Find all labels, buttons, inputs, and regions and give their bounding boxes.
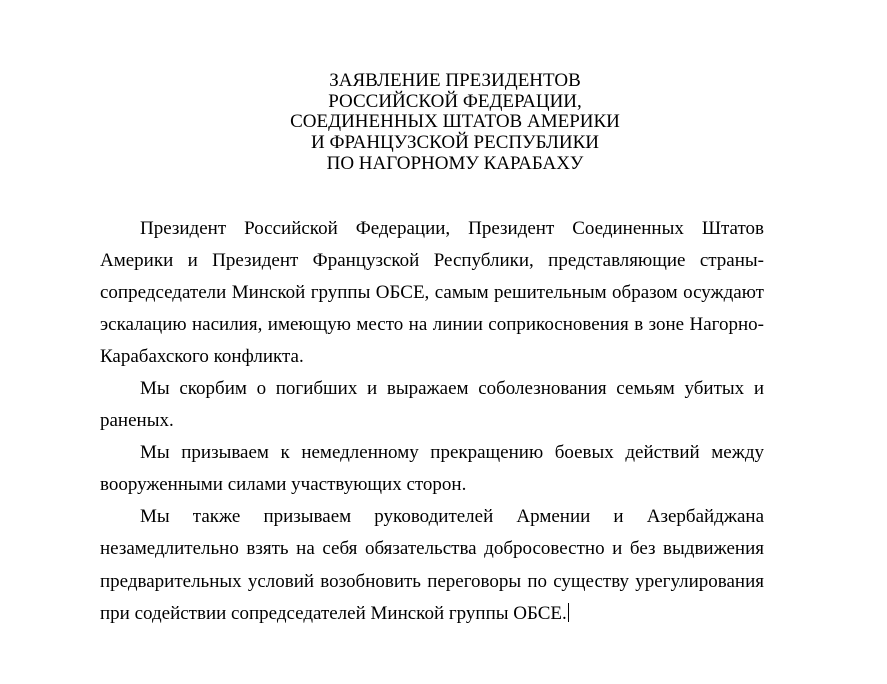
- title-line-1[interactable]: ЗАЯВЛЕНИЕ ПРЕЗИДЕНТОВ: [329, 70, 581, 91]
- paragraph-4-text[interactable]: Мы также призываем руководителей Армении и Азербайджана незамедлительно взять на себя обязательства добросовестно и без выдвижения предварительных условий возобновить переговоры по существу урегулирования при содействии сопредседателей Минской группы ОБСЕ.: [100, 506, 764, 624]
- title-line-5[interactable]: ПО НАГОРНОМУ КАРАБАХУ: [326, 152, 584, 174]
- title-line-3[interactable]: СОЕДИНЕННЫХ ШТАТОВ АМЕРИКИ: [290, 111, 620, 133]
- paragraph-4[interactable]: [100, 501, 764, 629]
- title-line-2[interactable]: РОССИЙСКОЙ ФЕДЕРАЦИИ,: [328, 90, 582, 112]
- title-line-4[interactable]: И ФРАНЦУЗСКОЙ РЕСПУБЛИКИ: [310, 132, 600, 154]
- text-cursor: [568, 603, 570, 622]
- document-title: [100, 71, 764, 175]
- paragraph-3[interactable]: Мы призываем к немедленному прекращению боевых действий между вооруженными силами участвующих сторон.: [100, 442, 764, 496]
- paragraph-2[interactable]: Мы скорбим о погибших и выражаем соболезнования семьям убитых и раненых.: [100, 377, 764, 432]
- paragraph-1[interactable]: Президент Российской Федерации, Президент Соединенных Штатов Америки и Президент Французской Республики, представляющие страны-сопредседатели Минской группы ОБСЕ, самым решительным образом осуждают эскалацию насилия, имеющую место на линии соприкосновения в зоне Нагорно-Карабахского конфликта.: [100, 217, 764, 367]
- document-text-area[interactable]: [100, 71, 764, 630]
